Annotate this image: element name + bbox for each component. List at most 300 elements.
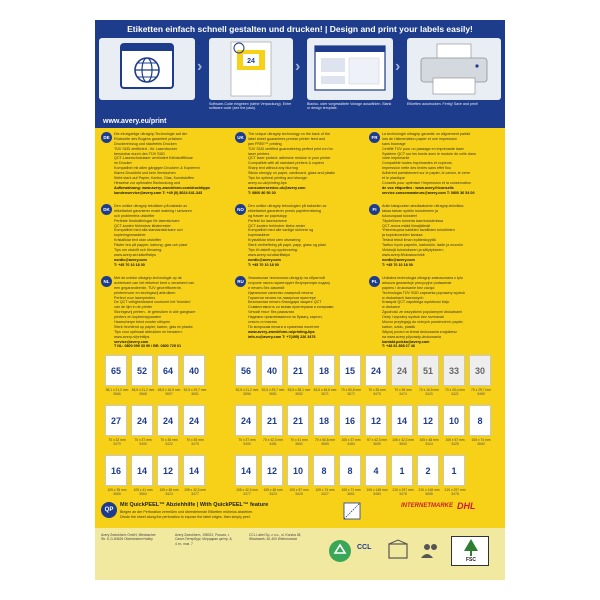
language-badge-dk: DK <box>101 204 112 215</box>
language-text-line: Druckereinzug und staufreies Drucken <box>114 141 177 146</box>
language-text-line: Tips for optimal printing and storage: <box>248 176 308 181</box>
language-text-line: label sheet guarantees precise printer feed and <box>248 136 326 141</box>
language-text-line: kontakt.polska@avery.com <box>382 339 430 344</box>
language-text-ru <box>248 276 364 340</box>
label-sheet-thumbnail: 14 <box>183 455 205 486</box>
label-product-code: 3424 <box>269 492 277 496</box>
language-text-line: sans bourrage <box>382 141 406 146</box>
label-format-row-2 <box>105 405 495 461</box>
language-text-line: Haarscherpe tekst zonder uitlopen <box>114 320 171 325</box>
language-text-line: T: 0800 80 50 20 <box>248 190 276 195</box>
label-sheet-thumbnail: 56 <box>235 355 257 386</box>
language-text-line: QCT-Laserschutzlaser verhindert Klebstoffflüsse <box>114 156 193 161</box>
label-product-code: 3478 <box>451 492 459 496</box>
label-size: 105 x 41 mm <box>133 488 153 492</box>
language-text-line: nordic@avery.com <box>114 257 147 262</box>
label-format-item <box>391 405 413 461</box>
label-format-item <box>183 405 205 461</box>
language-text-line: w drukarkach laserowych <box>382 295 424 300</box>
label-product-code: 3490 <box>139 442 147 446</box>
language-text-line: T: +45 70 10 18 00 <box>114 262 145 267</box>
label-size: 70 x 25,4 mm <box>445 388 465 392</box>
language-text-line: Tips til utskrift og oppbevaring: <box>248 248 298 253</box>
label-size: 105 x 48 mm <box>159 488 179 492</box>
language-text-line: Impression nette des textes sans effet flou <box>382 166 452 171</box>
language-text-line: стекло и пластик <box>248 320 277 325</box>
label-sheet-thumbnail: 15 <box>339 355 361 386</box>
label-product-code: 3477 <box>243 492 251 496</box>
language-text-line: Четкий текст без размытия <box>248 310 295 315</box>
step-3-choose-template <box>307 38 393 126</box>
language-text-dk <box>114 204 230 268</box>
language-badge-de: DE <box>101 132 112 143</box>
label-sheet-thumbnail: 12 <box>157 455 179 486</box>
label-sheet-thumbnail: 18 <box>313 355 335 386</box>
language-text-line: QCT-kanten förhindrar klisterrester <box>114 223 171 228</box>
language-text-line: Die einzigartige ultragrip-Technologie auf der <box>114 132 188 136</box>
label-size: 105 x 35 mm <box>107 488 127 492</box>
footer <box>95 528 505 580</box>
language-badge-no: NO <box>235 204 246 215</box>
language-text-line: Mocno przylegają do różnych powierzchni: papier, <box>382 320 464 325</box>
label-size: 52,5 x 29,7 mm <box>261 388 285 392</box>
label-format-item <box>339 355 361 411</box>
label-format-item <box>313 355 335 411</box>
label-size: 105 x 74 mm <box>471 438 491 442</box>
language-text-line: La technologie ultragrip garantie un alignement parfait <box>382 132 471 136</box>
language-text-line: Certifié TÜV pour un passage en imprimante laser <box>382 146 464 151</box>
language-text-line: lors de l'alimentation papier et une impression <box>382 136 457 141</box>
label-size: 105 x 148 mm <box>366 488 388 492</box>
label-size: 210 x 297 mm <box>444 488 466 492</box>
language-text-line: og fravær av papirstopp <box>248 213 287 218</box>
label-sheet-thumbnail: 2 <box>417 455 439 486</box>
language-badge-uk: UK <box>235 132 246 143</box>
label-format-item <box>391 355 413 411</box>
label-size: 105 x 42,3 mm <box>184 488 206 492</box>
language-badge-fi: FI <box>369 204 380 215</box>
chevron-right-icon: › <box>395 58 401 75</box>
label-size: 105 x 57 mm <box>445 438 465 442</box>
language-text-line: Yhteensopiva kaikkien tavallisten tulostimien <box>382 228 455 233</box>
language-text-line: Perfect voor laserprinters <box>114 295 156 300</box>
label-product-code: 3481 <box>269 442 277 446</box>
language-text-line: Terävä teksti ilman epäterävyyttä <box>382 238 436 243</box>
language-text-line: Безопасная печать благодаря защите QCT <box>248 300 322 305</box>
quickpeel-title: Mit QuickPEEL™ Abziehhilfe | With QuickPEEL™ feature <box>120 502 269 508</box>
label-sheet-thumbnail: 8 <box>313 455 335 486</box>
label-sheet-thumbnail: 8 <box>339 455 361 486</box>
language-text-line: Krystallklar tekst uten utsmøring <box>248 238 301 243</box>
language-text-line: printers en kopieerapparaten <box>114 315 162 320</box>
label-sheet-thumbnail: 10 <box>287 455 309 486</box>
label-sheet-thumbnail: 24 <box>131 405 153 436</box>
language-text-line: T: +45 70 10 18 00 <box>382 262 413 267</box>
label-format-item <box>287 405 309 461</box>
label-size: 105 x 48 mm <box>419 438 439 442</box>
label-sheet-thumbnail: 4 <box>365 455 387 486</box>
label-format-item <box>469 355 491 411</box>
label-size: 48,5 x 21,2 mm <box>131 388 155 392</box>
box-icon <box>385 538 411 564</box>
language-text-line: и печать без замятий <box>248 285 285 290</box>
label-product-code: 3424 <box>165 492 173 496</box>
label-product-code: 3653 <box>399 442 407 446</box>
language-text-line: ja kopiokoneiden kanssa <box>382 233 423 238</box>
label-format-item <box>131 405 153 461</box>
label-product-code: 3427 <box>321 492 329 496</box>
label-size: 70 x 35 mm <box>368 388 386 392</box>
language-text-line: www.avery.se/utskriftstips <box>114 252 156 257</box>
language-text-line: et le plastique <box>382 176 405 181</box>
chevron-right-icon: › <box>295 58 301 75</box>
language-text-line: kopieringsmaskiner <box>114 233 146 238</box>
language-text-line: Fäster bra på papper, kartong, glas och plast <box>114 243 188 248</box>
label-size: 105 x 42,3 mm <box>236 488 258 492</box>
label-format-item <box>157 355 179 411</box>
label-product-code: 3664 <box>139 492 147 496</box>
label-format-item <box>417 405 439 461</box>
language-text-line: Уникальная технология ultragrip на обратной <box>248 276 325 280</box>
label-size: 70 x 35 mm <box>186 438 204 442</box>
language-text-line: T: +48 81 898 27 46 <box>382 344 415 349</box>
language-text-line: De QCT veiligheidsrand voorkomt het 'bloeden' <box>114 300 191 305</box>
label-sheet-thumbnail: 40 <box>261 355 283 386</box>
language-text-line: na www.avery.pl/porady-drukowania <box>382 334 441 339</box>
language-text-line: Идеальное качество лазерной печати <box>248 290 313 295</box>
printer-icon <box>407 38 501 100</box>
language-text-line: Aufbewahrung: www.avery-zweckform.com/drucktipps <box>114 185 210 190</box>
footer-address-ru: Avery Zweckform, 198021, Россия, г. Санкт-Петербург, Меридиан центр, 8, 4 эт., пом. 7 <box>175 533 233 546</box>
label-format-item <box>443 405 465 461</box>
label-format-item <box>443 355 465 411</box>
label-product-code: 3661 <box>347 492 355 496</box>
language-text-line: benutzbar durch den TÜV SÜD <box>114 151 165 156</box>
label-format-item <box>261 405 283 461</box>
label-format-item <box>131 355 153 411</box>
label-format-item <box>365 405 387 461</box>
language-text-line: Système QCT sur les bords avec le module de colle dans <box>382 151 476 156</box>
language-text-line: Arkin takapuolen ainutlaatuinen ultragrip-tekniikka <box>382 204 464 208</box>
label-product-code: 3478 <box>399 492 407 496</box>
label-sheet-thumbnail: 24 <box>183 405 205 436</box>
quickpeel-section <box>101 500 499 522</box>
label-size: 97 x 42,3 mm <box>367 438 387 442</box>
language-text-uk <box>248 132 364 196</box>
label-product-code: 3657 <box>165 392 173 396</box>
label-sheet-thumbnail: 10 <box>443 405 465 436</box>
language-text-line: www.avery.fi/tulostusvinkit <box>382 252 425 257</box>
label-sheet-thumbnail: 65 <box>105 355 127 386</box>
label-format-row-1 <box>105 355 495 411</box>
label-product-code: 3671 <box>321 392 329 396</box>
people-icon <box>417 538 443 564</box>
language-text-line: Kompatibel mit allen gängigen Druckern & Kopierern <box>114 166 200 171</box>
language-text-line: Unikalna technologia ultragrip zastosowana z tyłu <box>382 276 463 280</box>
label-sheet-thumbnail: 64 <box>157 355 179 386</box>
label-product-code: 3483 <box>373 492 381 496</box>
label-sheet-thumbnail: 30 <box>469 355 491 386</box>
label-product-code: 3652 <box>295 442 303 446</box>
language-text-line: Ostry i wyraźny wydruk bez rozmazań <box>382 315 445 320</box>
step-4-print <box>407 38 501 126</box>
label-format-item <box>157 405 179 461</box>
label-sheet-thumbnail: 21 <box>287 355 309 386</box>
label-size: 52,5 x 29,7 mm <box>183 388 207 392</box>
label-sheet-thumbnail: 18 <box>313 405 335 436</box>
language-text-line: laser printers <box>248 151 270 156</box>
label-product-code: 3652 <box>295 392 303 396</box>
label-size: 63,5 x 46,6 mm <box>313 388 337 392</box>
ccl-logo: CCL <box>357 544 372 551</box>
language-text-line: Sticks strongly on paper, cardboard, glass and plastic <box>248 171 336 176</box>
language-text-line: Adhèrent parfaitement sur le papier, le carton, le verre <box>382 171 471 176</box>
step-2-caption: Software-Code eingeben (siehe Verpackung). Enter software code (see the pack). <box>209 102 292 111</box>
language-text-line: Rückseite des Bogens garantiert präzisen <box>114 136 183 141</box>
label-sheet-thumbnail: 24 <box>365 355 387 386</box>
label-product-code: 3425 <box>451 442 459 446</box>
label-size: 210 x 297 mm <box>392 488 414 492</box>
label-size: 210 x 148 mm <box>418 488 440 492</box>
language-text-line: Надежно приклеиваются на бумагу, картон, <box>248 315 323 320</box>
language-text-line: een gegarandeerde, TÜV gecertificeerde, <box>114 285 182 290</box>
language-text-line: T: +45 70 10 18 00 <box>248 262 279 267</box>
label-product-code: 3651 <box>191 392 199 396</box>
label-product-code: 3666 <box>113 392 121 396</box>
label-sheet-thumbnail: 12 <box>417 405 439 436</box>
language-text-line: achterkant van het etiketvel bent u verzekerd van <box>114 280 195 285</box>
label-format-item <box>313 405 335 461</box>
avery-print-url[interactable]: www.avery.eu/print <box>103 118 167 125</box>
label-product-code: 3655 <box>425 492 433 496</box>
language-text-line: consumerservice-uk@avery.com <box>248 185 306 190</box>
language-text-line: QCT-kanten forhindrer klebe-rester <box>248 223 306 228</box>
label-size: 70 x 32 mm <box>108 438 126 442</box>
label-size: 105 x 37 mm <box>341 438 361 442</box>
language-text-nl <box>114 276 230 349</box>
step-1-browser <box>99 38 195 126</box>
label-product-code: 3489 <box>477 392 485 396</box>
label-product-code: 3475 <box>191 442 199 446</box>
language-text-line: Sharp text without any blurring <box>248 166 298 171</box>
label-sheet-thumbnail: 33 <box>443 355 465 386</box>
language-text-line: По вопросам печати и хранения посетите <box>248 324 320 329</box>
label-size: 48,5 x 16,9 mm <box>157 388 181 392</box>
label-size: 63,5 x 38,1 mm <box>287 388 311 392</box>
label-size: 70 x 41 mm <box>290 438 308 442</box>
language-text-line: printerinvoer en storingsvrij afdrukken <box>114 290 176 295</box>
fsc-label: FSC <box>466 557 476 563</box>
fsc-mark <box>451 536 489 566</box>
label-sheet-thumbnail: 1 <box>443 455 465 486</box>
language-text-line: takaa tarkan syötön tulostimeen ja <box>382 208 438 213</box>
language-text-line: Met de unieke ultragrip-technologie op de <box>114 276 182 280</box>
label-product-code: 3651 <box>269 392 277 396</box>
language-text-line: Tips om utskrift och förvaring: <box>114 248 163 253</box>
label-size: 70 x 36 mm <box>394 388 412 392</box>
language-text-line: Vinkkejä tulostukseen ja säilytykseen: <box>382 248 444 253</box>
label-size: 105 x 42,3 mm <box>392 438 414 442</box>
language-text-line: Więcej porad na temat drukowania znajdziesz <box>382 329 458 334</box>
language-text-line: TÜV SÜD zertifiziert - für Laserdrucker <box>114 146 178 151</box>
tree-icon <box>452 537 490 557</box>
label-size: 70 x 42,3 mm <box>263 438 283 442</box>
footer-address-de: Avery Zweckform GmbH, Miesbacher Str. 5, D-83626 Oberlaindern/Valley <box>101 533 156 542</box>
quickpeel-badge: QP <box>101 502 117 518</box>
label-sheet-thumbnail: 1 <box>391 455 413 486</box>
language-text-line: T NL: 0800 099 33 90 / BE: 0800 725 01 <box>114 344 182 349</box>
label-product-code: 3668 <box>139 392 147 396</box>
label-product-code: 3422 <box>165 442 173 446</box>
label-size: 70 x 37 mm <box>238 438 256 442</box>
label-format-item <box>183 355 205 411</box>
label-format-item <box>287 355 309 411</box>
language-text-line: www.avery-zweckform.ru/printing-tips <box>248 329 315 334</box>
label-sheet-thumbnail: 24 <box>235 405 257 436</box>
language-text-line: Klares Druckbild und kein Verwischen <box>114 171 176 176</box>
label-format-item <box>235 405 257 461</box>
language-text-line: votre imprimante <box>382 156 410 161</box>
label-product-code: 3656 <box>243 392 251 396</box>
label-product-code: 3665 <box>113 492 121 496</box>
language-text-line: Storingsvrij printen - te gebruiken in alle gangbare <box>114 310 196 315</box>
label-format-item <box>105 355 127 411</box>
language-text-line: TÜV SÜD certified guaranteeing perfect print run for <box>248 146 333 151</box>
label-pack-icon <box>209 38 293 100</box>
quickpeel-text-en: Divide the sheet along the perforation to expose the label edges, then simply peel. <box>120 515 251 519</box>
label-sheet-thumbnail: 40 <box>183 355 205 386</box>
label-format-item <box>105 405 127 461</box>
language-text-line: www.avery.nl/printtips <box>114 334 150 339</box>
language-text-line: Perfekt for laserskrivere <box>248 218 287 223</box>
label-sheet-thumbnail: 21 <box>261 405 283 436</box>
recycle-icon <box>327 538 353 564</box>
label-sheet-thumbnail: 14 <box>131 455 153 486</box>
label-size: 70 x 37 mm <box>134 438 152 442</box>
step-4-caption: Etiketten ausdrucken. Fertig! Save and print! <box>407 102 478 106</box>
label-sheet-thumbnail: 14 <box>391 405 413 436</box>
language-text-line: jam FREE™ printing <box>248 141 282 146</box>
language-text-de <box>114 132 230 196</box>
language-text-line: Kristallklar text utan utskrifter <box>114 238 162 243</box>
label-size: 70 x 16,9 mm <box>419 388 439 392</box>
language-text-line: Совместимость со всеми принтерами и копирами <box>248 305 334 310</box>
label-sheet-thumbnail: 24 <box>157 405 179 436</box>
language-text-line: och problemfria utskrifter <box>114 213 155 218</box>
footer-address-pl: CCL Label Sp. z o.o., ul. Korska 28, Włocławek, 62-400 Wielomowice <box>249 533 302 542</box>
label-sheet-thumbnail: 52 <box>131 355 153 386</box>
language-text-pl <box>382 276 498 349</box>
label-size: 105 x 57 mm <box>289 488 309 492</box>
language-text-line: www.avery.no/utskriftstips <box>248 252 291 257</box>
chevron-right-icon: › <box>197 58 203 75</box>
language-text-line: Klebt stark auf Papier, Karton, Glas, Kunststoffen <box>114 176 195 181</box>
label-size: 70 x 36 mm <box>160 438 178 442</box>
language-badge-ru: RU <box>235 276 246 287</box>
language-text-line: papieru i drukowanie bez zacięć <box>382 285 435 290</box>
language-text-line: karton, szkło, plastik <box>382 324 416 329</box>
label-product-code: 3425 <box>295 492 303 496</box>
language-text-line: w drukarce <box>382 305 401 310</box>
language-badge-fr: FR <box>369 132 380 143</box>
label-format-item <box>365 355 387 411</box>
language-text-line: Sterk vedheftning på papir, papp, glass og plast <box>248 243 326 248</box>
quickpeel-text-de: Biegen an der Perforation zerreißen und überstehende Etiketten mühelos abziehen. <box>120 510 254 514</box>
language-text-line: kopimaskiner <box>248 233 270 238</box>
label-product-code: 3474 <box>399 392 407 396</box>
language-text-line: arkusza gwarantuje precyzyjne podawanie <box>382 280 452 285</box>
label-sheet-thumbnail: 16 <box>105 455 127 486</box>
language-text-line: nordic@avery.com <box>248 257 281 262</box>
language-text-line: Perfekte förutsättningar för laserskrivare <box>114 218 180 223</box>
language-text-line: Tarttuu hyvin paperiin, kartonkiin, lasiin ja muoviin <box>382 243 463 248</box>
label-format-item <box>417 355 439 411</box>
label-product-code: 3490 <box>243 442 251 446</box>
language-text-line: Den unikke ultragrip teknologien på baksiden av <box>248 204 327 208</box>
language-text-line: Hinweise zur optimalen Bedruckung und <box>114 180 181 185</box>
label-sheet-thumbnail: 24 <box>391 355 413 386</box>
label-product-code: 3424 <box>425 442 433 446</box>
language-text-line: The unique ultragrip technology on the back of the <box>248 132 331 136</box>
label-product-code: 3477 <box>191 492 199 496</box>
language-text-line: Kompatibel med alla standardskrivare och <box>114 228 183 233</box>
language-text-line: Гарантия печати на лазерном принтере <box>248 295 316 300</box>
label-size: 70 x 50,8 mm <box>341 388 361 392</box>
label-product-code: 3669 <box>321 442 329 446</box>
language-text-line: de vos étiquettes : www.avery.fr/conseils <box>382 185 454 190</box>
label-size: 105 x 71 mm <box>341 488 361 492</box>
label-sheet-thumbnail: 8 <box>469 405 491 436</box>
language-text-line: van de lijm in de printer <box>114 305 153 310</box>
label-size: 70 x 29,7 mm <box>471 388 491 392</box>
language-text-line: service@avery.com <box>114 339 149 344</box>
label-sheet-thumbnail: 27 <box>105 405 127 436</box>
label-format-item <box>261 355 283 411</box>
label-product-code: 3672 <box>347 392 355 396</box>
language-text-line: avery.co.uk/printing-tips <box>248 180 287 185</box>
label-size: 70 x 50,8 mm <box>315 438 335 442</box>
language-text-line: Krawędź QCT zapobiega wyciekowi kleju <box>382 300 450 305</box>
browser-globe-icon <box>99 38 195 100</box>
language-text-line: QCT-reuna estää liimajäämät <box>382 223 430 228</box>
language-text-line: etikettarket garanterer exakt matning i skrivaren <box>114 208 192 213</box>
language-text-line: Compatible with all standard printers & copiers <box>248 161 325 166</box>
language-text-line: Täydellinen toiminta lasertulostimissa <box>382 218 444 223</box>
step-3-caption: Blanko- oder vorgestaltete Vorlage auswählen. Blank or design template. <box>307 102 392 111</box>
label-sheet-thumbnail: 14 <box>235 455 257 486</box>
label-sheet-thumbnail: 21 <box>287 405 309 436</box>
language-text-line: tukosvapaat tulosteet <box>382 213 417 218</box>
language-text-line: Zgodność ze wszystkimi popularnymi drukarkami <box>382 310 463 315</box>
language-text-fi <box>382 204 498 268</box>
language-text-line: im Drucker <box>114 161 132 166</box>
language-text-line: QCT laser protect: adhesive residue in your printer <box>248 156 331 161</box>
template-window-icon <box>307 38 393 100</box>
label-product-code: 3484 <box>347 442 355 446</box>
label-product-code: 3660 <box>477 442 485 446</box>
banner-title: Etiketten einfach schnell gestalten und drucken! | Design and print your labels easily! <box>127 24 473 34</box>
label-product-code: 3659 <box>373 442 381 446</box>
language-text-line: Technologia TÜV SÜD zapewnia poprawny wydruk <box>382 290 466 295</box>
label-product-code: 3475 <box>373 392 381 396</box>
label-product-code: 3421 <box>451 392 459 396</box>
label-size: 105 x 74 mm <box>315 488 335 492</box>
language-text-line: nordic@avery.com <box>382 257 415 262</box>
language-badge-pl: PL <box>369 276 380 287</box>
label-sheet-thumbnail: 16 <box>339 405 361 436</box>
peel-hand-icon <box>341 500 365 522</box>
language-text-line: info-ru@avery.com T: +7(495) 226 3476 <box>248 334 316 339</box>
